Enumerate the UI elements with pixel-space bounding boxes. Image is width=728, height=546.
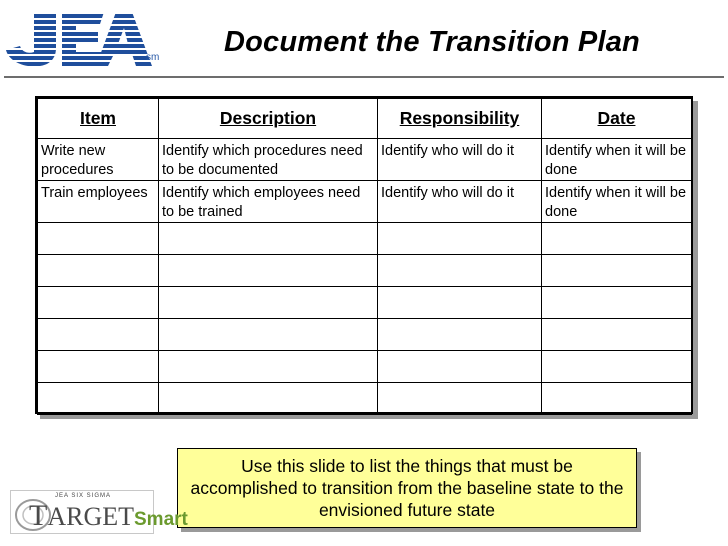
table-cell — [38, 351, 159, 383]
table-cell: Train employees — [38, 181, 159, 223]
table-cell — [542, 319, 692, 351]
table-row — [38, 181, 692, 223]
title-divider — [4, 76, 724, 78]
table-cell — [38, 255, 159, 287]
table-row — [38, 287, 692, 319]
column-header-item — [38, 99, 159, 139]
table-cell — [159, 255, 378, 287]
table-cell — [159, 351, 378, 383]
column-header-responsibility — [378, 99, 542, 139]
column-header-label: Description — [219, 108, 317, 128]
table-cell — [378, 287, 542, 319]
page-title: Document the Transition Plan — [224, 26, 640, 58]
column-header-date — [542, 99, 692, 139]
table-row — [38, 383, 692, 415]
table-cell: Identify which procedures need to be documented — [159, 139, 378, 181]
table-cell — [378, 383, 542, 415]
table-cell: Identify when it will be done — [542, 181, 692, 223]
table-cell — [159, 319, 378, 351]
transition-plan-table — [35, 96, 693, 414]
table-cell: Identify who will do it — [378, 139, 542, 181]
table-cell — [159, 287, 378, 319]
table-cell — [38, 287, 159, 319]
table-row — [38, 223, 692, 255]
table-header-row — [38, 99, 692, 139]
table-cell — [378, 223, 542, 255]
column-header-label: Item — [80, 108, 116, 128]
table-cell — [378, 351, 542, 383]
table-cell: Write new procedures — [38, 139, 159, 181]
table-cell — [38, 383, 159, 415]
jea-logo — [4, 8, 168, 70]
table-row — [38, 351, 692, 383]
target-smart-subtitle: JEA SIX SIGMA — [55, 493, 112, 499]
jea-logo-service-mark: sm — [146, 52, 160, 63]
table-cell — [542, 255, 692, 287]
table-cell — [542, 223, 692, 255]
target-smart-word: ARGET — [47, 502, 134, 531]
target-smart-accent: Smart — [134, 509, 188, 530]
table-cell — [542, 351, 692, 383]
jea-logo-mark — [4, 8, 154, 70]
table-cell — [159, 223, 378, 255]
target-smart-logo — [10, 490, 188, 534]
table-row — [38, 139, 692, 181]
table-cell: Identify which employees need to be trained — [159, 181, 378, 223]
column-header-description — [159, 99, 378, 139]
table-cell — [378, 255, 542, 287]
instruction-callout: Use this slide to list the things that must be accomplished to transition from the baseline state to the envisioned future state — [177, 448, 637, 528]
target-smart-wordmark — [29, 501, 188, 535]
table-cell: Identify who will do it — [378, 181, 542, 223]
table-cell — [159, 383, 378, 415]
table-row — [38, 319, 692, 351]
table-cell — [38, 223, 159, 255]
table-row — [38, 255, 692, 287]
table-cell: Identify when it will be done — [542, 139, 692, 181]
table-cell — [378, 319, 542, 351]
column-header-label: Date — [597, 108, 636, 128]
table-cell — [38, 319, 159, 351]
table-cell — [542, 287, 692, 319]
target-smart-initial: T — [29, 499, 48, 532]
column-header-label: Responsibility — [399, 108, 520, 128]
table-cell — [542, 383, 692, 415]
